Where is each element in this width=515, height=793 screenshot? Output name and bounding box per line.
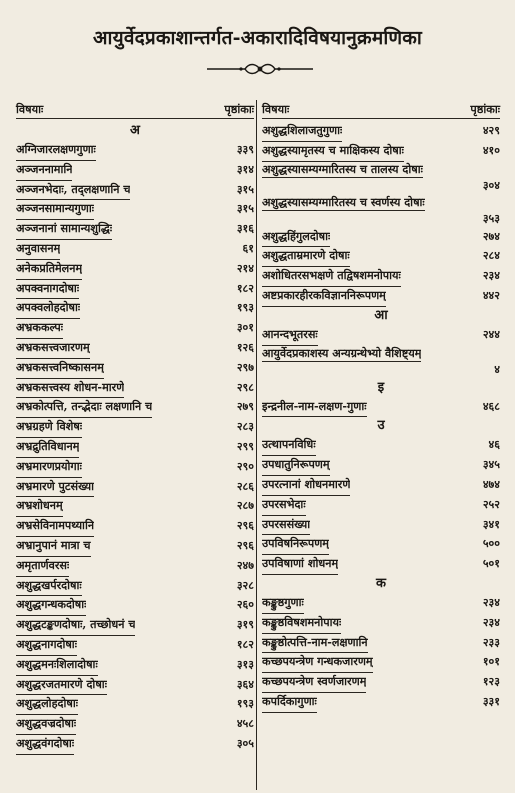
- entry-page-number: २८७: [236, 499, 254, 513]
- index-entry: [262, 435, 500, 455]
- index-entry: [262, 345, 500, 378]
- index-entry: [16, 358, 254, 378]
- entry-page-number: २३४: [482, 595, 500, 609]
- section-letter: आ: [374, 307, 388, 323]
- entry-page-number: २६०: [236, 598, 254, 612]
- entry-page-number: ५००: [482, 537, 500, 551]
- entry-subject: इन्द्रनील-नाम-लक्षण-गुणाः: [262, 397, 367, 418]
- entry-subject: अञ्जनानां सामान्यशुद्धिः: [16, 219, 112, 240]
- entry-page-number: १०१: [482, 655, 500, 669]
- entry-subject: अनेकप्रतिमेलनम्: [16, 259, 82, 280]
- entry-page-number: २९६: [236, 519, 254, 533]
- entry-page-number: १८२: [236, 637, 254, 651]
- entry-page-number: ३५३: [482, 211, 500, 225]
- index-entry: [16, 734, 254, 754]
- entry-page-number: ४१०: [482, 143, 500, 157]
- index-entry: [16, 496, 254, 516]
- entry-subject: अभ्रग्रहणे विशेषः: [16, 417, 82, 438]
- subject-heading: विषयाः: [262, 102, 290, 116]
- entry-subject: अञ्जननामानि: [16, 160, 72, 181]
- index-entry: [262, 652, 500, 672]
- index-entry: [16, 477, 254, 497]
- entry-subject: अभ्रसेविनामपथ्यानि: [16, 516, 94, 537]
- entry-page-number: २३४: [482, 269, 500, 283]
- entry-page-number: ३१५: [236, 182, 254, 196]
- entry-page-number: ४: [494, 362, 500, 376]
- entry-subject: आनन्दभूतरसः: [262, 325, 318, 346]
- entry-page-number: १९३: [236, 697, 254, 711]
- entry-page-number: ३१६: [236, 222, 254, 236]
- entry-subject: अपक्वलोहदोषाः: [16, 298, 80, 319]
- entry-page-number: १८२: [236, 281, 254, 295]
- entry-page-number: २४४: [482, 327, 500, 341]
- entry-page-number: ३४५: [482, 458, 500, 472]
- entry-subject: अशुद्धस्यासम्यग्मारितस्य च स्वर्णस्य दोषाः: [262, 194, 425, 209]
- entry-subject: अशुद्धटङ्कणदोषाः, तच्छोधनं च: [16, 615, 135, 636]
- entry-subject: अभ्रकसत्त्वजारणम्: [16, 338, 90, 359]
- index-list-i: [262, 397, 500, 417]
- entry-subject: कच्छपयन्त्रेण स्वर्णजारणम्: [262, 672, 366, 693]
- index-entry: [16, 536, 254, 556]
- index-entry: [16, 180, 254, 200]
- entry-subject: अभ्रकोत्पत्ति, तन्द्भेदाः लक्षणानि च: [16, 397, 152, 418]
- index-entry: [262, 121, 500, 141]
- index-entry: [16, 595, 254, 615]
- entry-subject: उत्थापनविधिः: [262, 435, 316, 456]
- entry-subject: अञ्जनसामान्यगुणाः: [16, 199, 94, 220]
- index-list-u: [262, 435, 500, 574]
- entry-page-number: १२६: [236, 340, 254, 354]
- entry-subject: आयुर्वेदप्रकाशस्य अन्यग्रन्थेभ्यो वैशिष्ट्यम्: [262, 345, 422, 360]
- entry-subject: उपविषनिरूपणम्: [262, 534, 329, 555]
- entry-page-number: ३३९: [236, 143, 254, 156]
- entry-page-number: २९०: [236, 459, 254, 473]
- entry-subject: अपक्वनागदोषाः: [16, 279, 79, 300]
- entry-page-number: ४७४: [482, 477, 500, 491]
- entry-subject: अभ्रमारणप्रयोगाः: [16, 457, 82, 478]
- column-header: [16, 100, 254, 119]
- entry-page-number: २९६: [236, 538, 254, 552]
- index-entry: [262, 266, 500, 286]
- page-header: [0, 24, 515, 50]
- left-index-column: [16, 100, 254, 754]
- entry-subject: अशुद्धखर्परदोषाः: [16, 576, 82, 597]
- entry-page-number: २४७: [236, 558, 254, 572]
- entry-subject: उपधातुनिरूपणम्: [262, 455, 330, 476]
- index-entry: [262, 227, 500, 247]
- entry-page-number: २१४: [236, 261, 254, 275]
- index-entry: [262, 161, 500, 194]
- entry-subject: अभ्रकसत्त्वस्य शोधन-मारणे: [16, 378, 124, 399]
- entry-page-number: २८४: [482, 249, 500, 263]
- entry-page-number: ३६४: [236, 677, 254, 691]
- entry-subject: कच्छपयन्त्रेण गन्धकजारणम्: [262, 652, 373, 673]
- entry-subject: अग्निजारलक्षणगुणाः: [16, 140, 96, 161]
- index-entry: [16, 576, 254, 596]
- entry-page-number: ४४२: [482, 288, 500, 302]
- index-list-ka: [262, 593, 500, 712]
- index-entry: [16, 298, 254, 318]
- index-entry: [262, 475, 500, 495]
- entry-subject: अशुद्धलोहदोषाः: [16, 694, 78, 715]
- entry-subject: अमृतार्णवरसः: [16, 556, 69, 577]
- entry-subject: कङ्कुष्ठविषशमनोपायः: [262, 613, 341, 634]
- index-entry: [262, 495, 500, 515]
- subject-heading: विषयाः: [16, 102, 44, 116]
- index-entry: [262, 613, 500, 633]
- index-entry: [16, 279, 254, 299]
- index-entry: [16, 615, 254, 635]
- entry-subject: अभ्रशोधनम्: [16, 496, 63, 517]
- index-entry: [16, 516, 254, 536]
- index-entry: [262, 692, 500, 712]
- index-entry: [16, 694, 254, 714]
- left-index-list: [16, 140, 254, 754]
- column-divider: [256, 100, 257, 790]
- index-entry: [262, 194, 500, 227]
- index-entry: [16, 556, 254, 576]
- index-entry: [16, 160, 254, 180]
- entry-subject: उपरसभेदाः: [262, 495, 306, 516]
- entry-page-number: २८६: [236, 479, 254, 493]
- index-entry: [16, 338, 254, 358]
- entry-subject: अशुद्धहिंगुलदोषाः: [262, 227, 330, 248]
- entry-page-number: २३४: [482, 615, 500, 629]
- entry-subject: अभ्रद्रुतिविधानम्: [16, 437, 79, 458]
- index-entry: [16, 457, 254, 477]
- entry-page-number: ३०५: [236, 736, 254, 750]
- index-entry: [16, 635, 254, 655]
- entry-page-number: ४२९: [482, 124, 500, 137]
- entry-subject: अशुद्धनागदोषाः: [16, 635, 77, 656]
- index-entry: [262, 534, 500, 554]
- entry-page-number: ३३१: [482, 694, 500, 708]
- index-entry: [262, 554, 500, 574]
- index-entry: [16, 259, 254, 279]
- entry-subject: अशुद्धरजतमारणे दोषाः: [16, 675, 107, 696]
- entry-subject: उपविषाणां शोधनम्: [262, 554, 338, 575]
- page-number-heading: पृष्ठांकाः: [470, 102, 500, 116]
- index-entry: [262, 286, 500, 306]
- entry-subject: अशुद्धवंगदोषाः: [16, 734, 74, 755]
- index-entry: [16, 655, 254, 675]
- index-entry: [262, 397, 500, 417]
- entry-subject: अशुद्धगन्धकदोषाः: [16, 595, 86, 616]
- entry-page-number: १९३: [236, 301, 254, 315]
- entry-subject: कपर्दिकागुणाः: [262, 692, 317, 713]
- section-letter: उ: [377, 418, 385, 434]
- entry-subject: अष्टप्रकारहीरकविज्ञाननिरूपणम्: [262, 286, 386, 307]
- index-entry: [16, 219, 254, 239]
- entry-subject: अभ्रकसत्त्वनिष्कासनम्: [16, 358, 104, 379]
- entry-subject: अशोधितरसभक्षणे तद्विषशमनोपायः: [262, 266, 401, 287]
- index-entry: [262, 325, 500, 345]
- index-entry: [16, 417, 254, 437]
- entry-subject: अशुद्धताम्रमारणे दोषाः: [262, 246, 350, 267]
- index-entry: [16, 239, 254, 259]
- entry-page-number: ३२८: [236, 578, 254, 592]
- entry-page-number: ३४१: [482, 517, 500, 531]
- entry-page-number: २९९: [236, 439, 254, 453]
- index-list-aa: [262, 325, 500, 378]
- entry-page-number: ४५८: [236, 717, 254, 731]
- index-entry: [262, 515, 500, 535]
- entry-subject: उपरत्नानां शोधनमारणे: [262, 475, 350, 496]
- index-entry: [16, 397, 254, 417]
- entry-subject: अशुद्धमनःशिलादोषाः: [16, 655, 98, 676]
- entry-page-number: ३०४: [482, 178, 500, 192]
- entry-subject: अञ्जनभेदाः, तद्लक्षणानि च: [16, 180, 130, 201]
- index-entry: [16, 675, 254, 695]
- entry-subject: कङ्कुष्ठोत्पत्ति-नाम-लक्षणानि: [262, 633, 368, 654]
- index-entry: [16, 437, 254, 457]
- index-entry: [262, 633, 500, 653]
- index-entry: [262, 593, 500, 613]
- entry-page-number: ४६: [488, 438, 500, 452]
- page-title: आयुर्वेदप्रकाशान्तर्गत-अकारादिविषयानुक्रमणिका: [93, 27, 422, 49]
- section-letter: अ: [130, 123, 140, 138]
- column-header: [262, 100, 500, 119]
- entry-page-number: २३३: [482, 635, 500, 649]
- index-entry: [262, 672, 500, 692]
- entry-page-number: ४६८: [482, 399, 500, 413]
- entry-page-number: २५२: [482, 497, 500, 511]
- index-entry: [16, 140, 254, 160]
- section-letter: इ: [377, 379, 385, 395]
- entry-subject: अशुद्धशिलाजतुगुणाः: [262, 121, 342, 142]
- entry-subject: अशुद्धवज्रदोषाः: [16, 714, 76, 735]
- entry-subject: अशुद्धस्यामृतस्य च माक्षिकस्य दोषाः: [262, 141, 404, 162]
- entry-page-number: २९८: [236, 380, 254, 394]
- entry-page-number: ६१: [242, 241, 254, 255]
- entry-subject: अभ्रमारणे पुटसंख्या: [16, 477, 94, 498]
- right-index-column: [262, 100, 500, 712]
- entry-page-number: २८३: [236, 420, 254, 434]
- entry-page-number: ३१४: [236, 162, 254, 176]
- entry-page-number: ५०१: [482, 557, 500, 571]
- entry-page-number: ३१३: [236, 657, 254, 671]
- entry-subject: अभ्रानुपानं मात्रा च: [16, 536, 91, 557]
- index-entry: [16, 199, 254, 219]
- index-entry: [262, 246, 500, 266]
- entry-subject: उपरससंख्या: [262, 515, 310, 536]
- entry-page-number: १२३: [482, 675, 500, 689]
- entry-page-number: २७४: [482, 229, 500, 243]
- entry-page-number: ३०१: [236, 321, 254, 335]
- index-entry: [16, 714, 254, 734]
- entry-page-number: २७९: [236, 400, 254, 414]
- index-entry: [16, 318, 254, 338]
- entry-subject: अनुवासनम्: [16, 239, 60, 260]
- section-letter: क: [376, 575, 386, 591]
- index-entry: [262, 141, 500, 161]
- index-entry: [16, 378, 254, 398]
- entry-page-number: ३१९: [236, 618, 254, 632]
- entry-page-number: ३१५: [236, 202, 254, 216]
- index-entry: [262, 455, 500, 475]
- index-list-a-cont: [262, 121, 500, 306]
- entry-page-number: २९७: [236, 360, 254, 374]
- entry-subject: अशुद्धस्यासम्यग्मारितस्य च तालस्य दोषाः: [262, 161, 423, 176]
- ornamental-divider-icon: [205, 60, 315, 78]
- page-number-heading: पृष्ठांकाः: [224, 102, 254, 116]
- entry-subject: कङ्कुष्ठगुणाः: [262, 593, 304, 614]
- entry-subject: अभ्रककल्पः: [16, 318, 63, 339]
